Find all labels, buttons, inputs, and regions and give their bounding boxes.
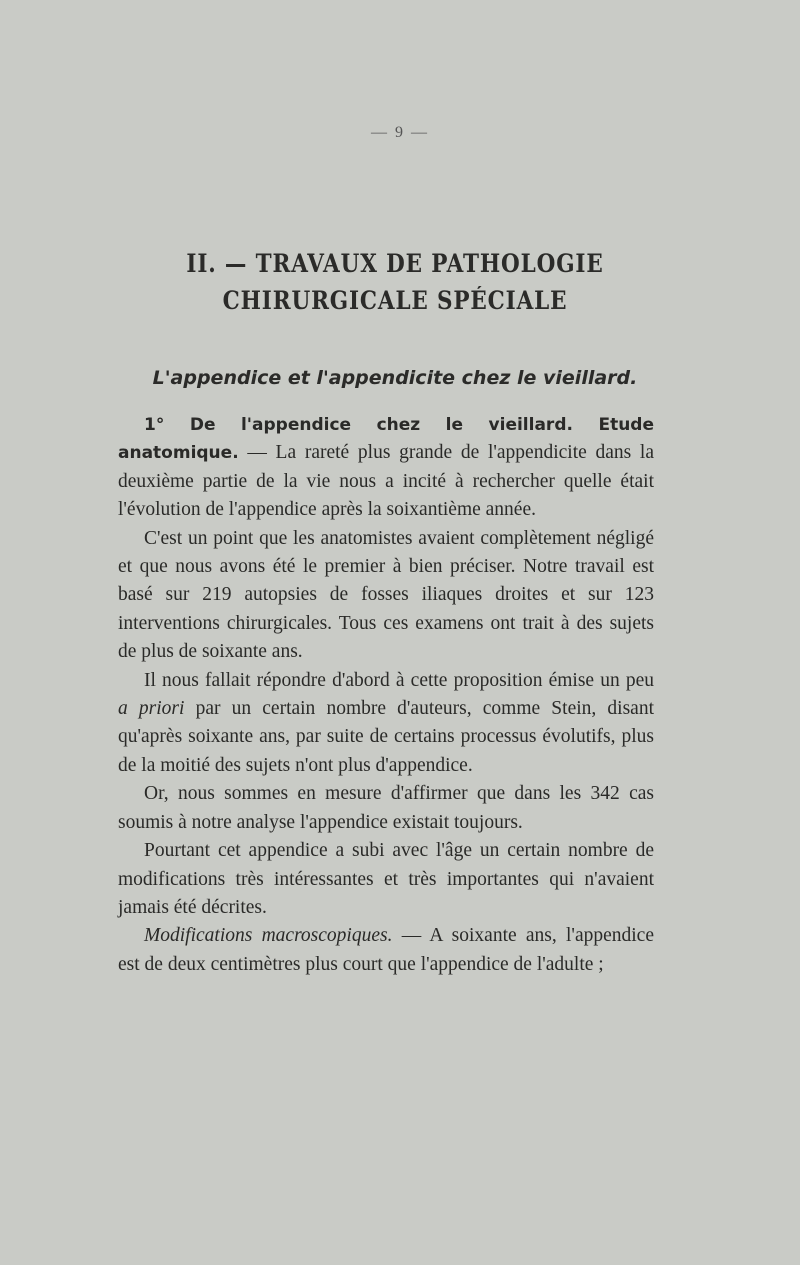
paragraph-3 — [118, 667, 654, 781]
paragraph-6 — [118, 922, 654, 979]
paragraph-3-text-b: par un certain nombre d'auteurs, comme Stein, disant qu'après soixante ans, par suite de certains processus évolutifs, plus de la moitié des sujets n'ont plus d'appendice. — [118, 698, 654, 776]
paragraph-6-italic: Modifications macroscopiques. — [144, 925, 393, 947]
body-text — [118, 411, 654, 979]
section-subtitle: L'appendice et l'appendicite chez le vieillard. — [152, 367, 638, 389]
chapter-title-line-2: CHIRURGICALE SPÉCIALE — [222, 286, 568, 315]
paragraph-6-text: — A soixante ans, l'appendice est de deux centimètres plus court que l'appendice de l'adulte ; — [118, 925, 654, 975]
paragraph-3-text-a: Il nous fallait répondre d'abord à cette proposition émise un peu — [144, 669, 654, 691]
paragraph-3-italic: a priori — [118, 698, 185, 720]
page-number: — 9 — — [371, 124, 429, 141]
paragraph-1 — [118, 411, 654, 525]
paragraph-4: Or, nous sommes en mesure d'affirmer que dans les 342 cas soumis à notre analyse l'appendice existait toujours. — [118, 783, 654, 833]
paragraph-1-heading: 1° De l'appendice chez le vieillard. Etude anatomique. — [118, 415, 654, 464]
paragraph-5: Pourtant cet appendice a subi avec l'âge un certain nombre de modifications très intéressantes et très importantes qui n'avaient jamais été décrites. — [118, 840, 654, 918]
paragraph-1-text: — La rareté plus grande de l'appendicite dans la deuxième partie de la vie nous a incité à rechercher quelle était l'évolution de l'appendice après la soixantième année. — [118, 442, 654, 521]
paragraph-2: C'est un point que les anatomistes avaient complètement négligé et que nous avons été le premier à bien préciser. Notre travail est basé sur 219 autopsies de fosses iliaques droites et sur 123 interventions chirurgicales. Tous ces examens ont trait à des sujets de plus de soixante ans. — [118, 527, 654, 663]
chapter-title-line-1: II. — TRAVAUX DE PATHOLOGIE — [186, 249, 604, 278]
